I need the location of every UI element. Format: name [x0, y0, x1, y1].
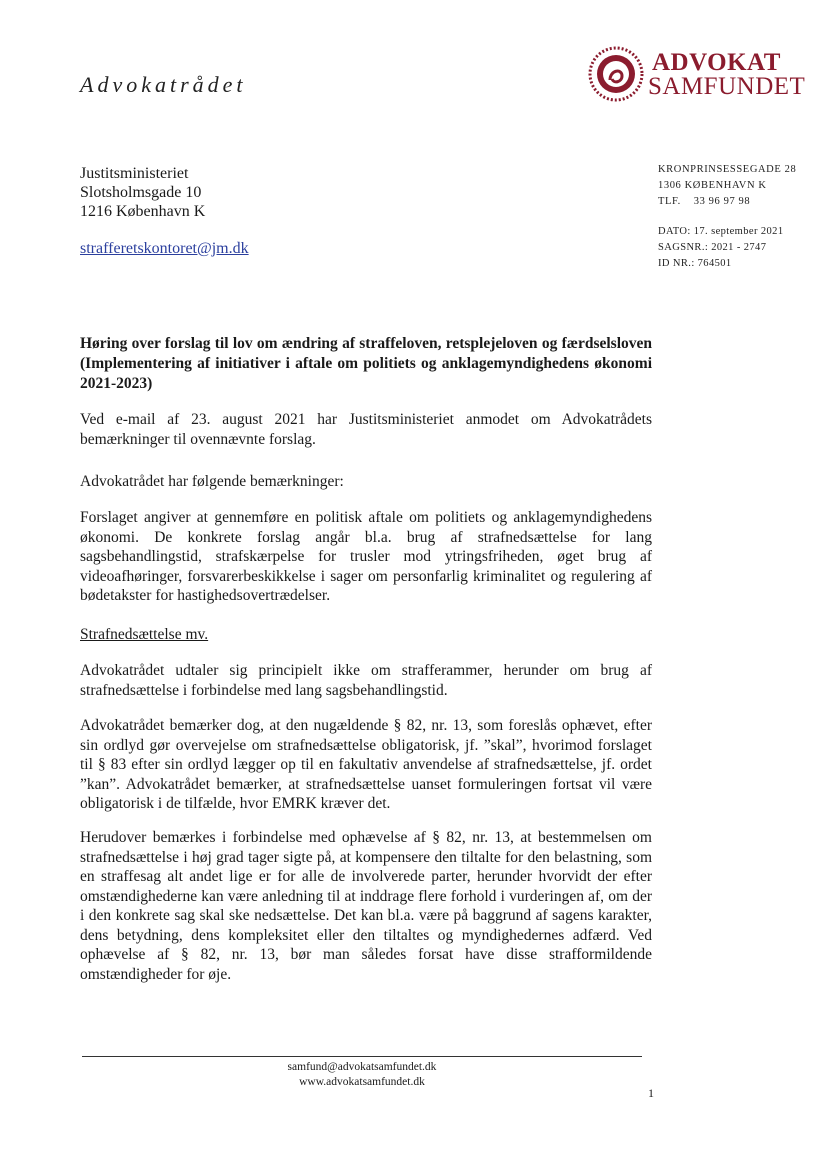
footer-email: samfund@advokatsamfundet.dk [287, 1061, 437, 1073]
section-heading: Strafnedsættelse mv. [80, 626, 209, 643]
case-number: SAGSNR.: 2021 - 2747 [658, 242, 767, 253]
sender-street: KRONPRINSESSEGADE 28 [658, 164, 797, 175]
brand-name: Advokatrådet [80, 72, 247, 97]
paragraph-remarks-lead: Advokatrådet har følgende bemærkninger: [80, 473, 344, 490]
logo [588, 46, 808, 106]
sender-address [658, 162, 796, 210]
page-number: 1 [648, 1086, 654, 1100]
paragraph-further-remarks: Herudover bemærkes i forbindelse med ophævelse af § 82, nr. 13, at bestemmelsen om strafnedsættelse i høj grad tager sigte på, at kompensere den tiltalte for den belastning, som en straffesag alt andet lige er for alle de involverede parter, herunder hvorvidt der efter omstændighederne kan være anledning til at inddrage flere forhold i vurderingen af, om der i den konkrete sag skal ske nedsættelse. Det kan bl.a. være på baggrund af sagens karakter, dens betydning, dens kompleksitet eller den tiltaltes og myndighedernes adfærd. Ved ophævelse af § 82, nr. 13, bør man således forsat have disse strafformildende omstændigheder for øje. [80, 829, 652, 983]
id-number: ID NR.: 764501 [658, 258, 732, 269]
letter-meta [658, 224, 783, 272]
recipient-address [80, 164, 205, 221]
footer-divider [82, 1056, 642, 1057]
logo-line-2: SAMFUNDET [648, 73, 806, 100]
paragraph-principle: Advokatrådet udtaler sig principielt ikke om strafferammer, herunder om brug af strafnedsættelse i forbindelse med lang sagsbehandlingstid. [80, 662, 652, 699]
logo-line-1: ADVOKAT [652, 49, 781, 76]
recipient-line: Slotsholmsgade 10 [80, 184, 202, 201]
paragraph-proposal-summary: Forslaget angiver at gennemføre en politisk aftale om politiets og anklagemyndighedens økonomi. De konkrete forslag angår bl.a. brug af strafnedsættelse for lang sagsbehandlingstid, strafskærpelse for trusler mod ytringsfriheden, øget brug af videoafhøringer, forsvarerbeskikkelse i sager om personfarlig kriminalitet og regulering af bødetakster for hastighedsovertrædelser. [80, 509, 652, 604]
paragraph-section-82: Advokatrådet bemærker dog, at den nugældende § 82, nr. 13, som foreslås ophævet, efter sin ordlyd gør overvejelse om strafnedsættelse obligatorisk, jf. ”skal”, hvorimod forslaget til § 83 efter sin ordlyd lægger op til en fakultativ anvendelse af strafnedsættelse, jf. ordet ”kan”. Advokatrådet bemærker, at strafnedsættelse uanset formuleringen fortsat vil være obligatorisk i de tilfælde, hvor EMRK kræver det. [80, 717, 652, 812]
sender-phone: TLF. 33 96 97 98 [658, 196, 751, 207]
letter-date: DATO: 17. september 2021 [658, 226, 784, 237]
footer-website: www.advokatsamfundet.dk [299, 1076, 425, 1088]
footer-contact [82, 1060, 642, 1090]
letter-title: Høring over forslag til lov om ændring af straffeloven, retsplejeloven og færdselsloven (Implementering af initiativer i aftale om politiets og anklagemyndighedens økonomi 2021-2023) [80, 335, 652, 392]
paragraph-intro: Ved e-mail af 23. august 2021 har Justitsministeriet anmodet om Advokatrådets bemærkninger til ovennævnte forslag. [80, 411, 652, 448]
recipient-line: 1216 København K [80, 203, 206, 220]
recipient-line: Justitsministeriet [80, 165, 189, 182]
seal-icon [588, 46, 644, 102]
recipient-email-link[interactable]: strafferetskontoret@jm.dk [80, 240, 249, 257]
sender-city: 1306 KØBENHAVN K [658, 180, 767, 191]
